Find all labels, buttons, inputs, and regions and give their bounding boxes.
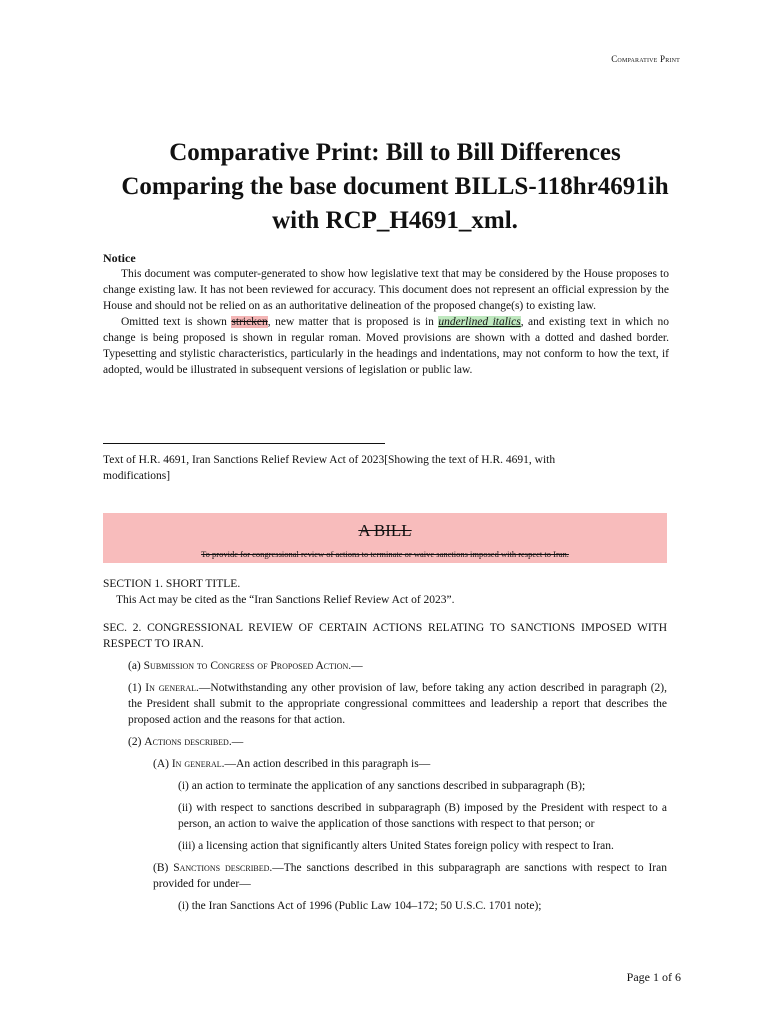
paragraph-a1-label: (1)	[128, 682, 146, 694]
paragraph-a1-heading: In general	[145, 682, 197, 694]
divider-rule	[103, 443, 385, 444]
stricken-bill-purpose: To provide for congressional review of actions to terminate or waive sanctions imposed with respect to Iran.	[201, 549, 569, 559]
section-2-heading: SEC. 2. CONGRESSIONAL REVIEW OF CERTAIN ACTIONS RELATING TO SANCTIONS IMPOSED WITH RESPECT TO IRAN.	[103, 622, 667, 650]
subparagraph-B-text: .—The sanctions described in this subparagraph are sanctions with respect to Iran provided for under—	[153, 862, 667, 890]
paragraph-a2-dash: .—	[228, 736, 244, 748]
notice-section	[103, 250, 669, 378]
subparagraph-B-heading: Sanctions described	[173, 862, 270, 874]
document-title	[100, 136, 690, 238]
clause-ii: (ii) with respect to sanctions described in subparagraph (B) imposed by the President with respect to a person, an action to waive the application of those sanctions with respect to that person; or	[178, 802, 667, 830]
running-head: Comparative Print	[611, 54, 680, 64]
subsection-a-heading: Submission to Congress of Proposed Action	[143, 660, 349, 672]
subparagraph-A	[103, 756, 667, 772]
paragraph-a2-heading: Actions described	[144, 736, 229, 748]
paragraph-a1	[103, 680, 667, 728]
underlined-italics-example: underlined italics	[438, 316, 521, 328]
notice-paragraph-1: This document was computer-generated to show how legislative text that may be considered by the House proposes to change existing law. It has not been reviewed for accuracy. This document does not represent an official expression by the House and should not be relied on as an authoritative delineation of the proposed change(s) to existing law.	[103, 268, 669, 312]
notice-paragraph-2	[103, 314, 669, 378]
title-line-2: Comparing the base document BILLS-118hr4691ih	[121, 173, 669, 200]
clause-B-i: (i) the Iran Sanctions Act of 1996 (Public Law 104–172; 50 U.S.C. 1701 note);	[178, 900, 542, 912]
section-1-text: This Act may be cited as the “Iran Sanctions Relief Review Act of 2023”.	[116, 594, 455, 606]
subsection-a-label: (a)	[128, 660, 144, 672]
base-document-description: Text of H.R. 4691, Iran Sanctions Relief Review Act of 2023[Showing the text of H.R. 4691, with modifications]	[103, 454, 556, 482]
paragraph-a2	[103, 734, 667, 750]
stricken-bill-title: A BILL	[358, 521, 412, 540]
bill-text	[103, 576, 667, 920]
section-1-heading: SECTION 1. SHORT TITLE.	[103, 578, 241, 590]
page-number: Page 1 of 6	[626, 970, 681, 984]
subparagraph-B	[103, 860, 667, 892]
title-line-3: with RCP_H4691_xml.	[272, 207, 518, 234]
notice-text: , new matter that is proposed is in	[267, 316, 439, 328]
notice-text: Omitted text is shown	[121, 316, 232, 328]
subsection-a-dash: .—	[348, 660, 363, 672]
clause-iii: (iii) a licensing action that significantly alters United States foreign policy with respect to Iran.	[178, 840, 614, 852]
subparagraph-A-text: .—An action described in this paragraph is—	[221, 758, 431, 770]
paragraph-a2-label: (2)	[128, 736, 145, 748]
notice-text: , and existing text in which no change is being proposed is shown in regular roman. Moved provisions are shown with a dotted and dashed border. Typesetting and stylistic characteristics, particularly in the headings and indentations, may not conform to how the text, if adopted, would be illustrated in subsequent versions of legislation or public law.	[103, 316, 669, 376]
subparagraph-A-heading: In general	[171, 758, 222, 770]
stricken-example: stricken	[231, 316, 268, 328]
subparagraph-A-label: (A)	[153, 758, 172, 770]
stricken-bill-header	[103, 513, 667, 563]
subsection-a	[103, 658, 667, 674]
subparagraph-B-label: (B)	[153, 862, 174, 874]
notice-heading: Notice	[103, 251, 136, 265]
clause-i: (i) an action to terminate the application of any sanctions described in subparagraph (B);	[178, 780, 586, 792]
title-line-1: Comparative Print: Bill to Bill Differences	[169, 139, 621, 166]
paragraph-a1-text: .—Notwithstanding any other provision of law, before taking any action described in paragraph (2), the President shall submit to the appropriate congressional committees and leadership a report that describes the proposed action and the reasons for that action.	[128, 682, 668, 726]
